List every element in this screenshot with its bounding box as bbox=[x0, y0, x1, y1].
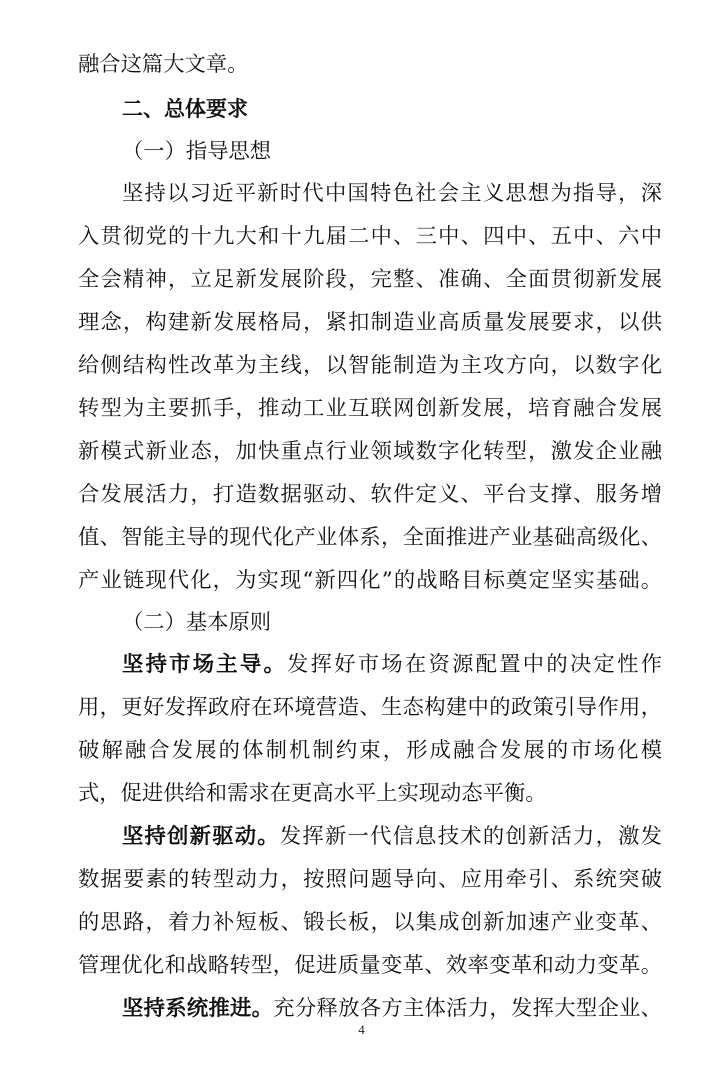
paragraph-line: 的思路，着力补短板、锻长板，以集成创新加速产业变革、 bbox=[78, 910, 662, 935]
principle-market-first-line bbox=[122, 643, 662, 687]
subsection-heading-guiding-ideology: （一）指导思想 bbox=[122, 139, 272, 164]
principle-innovation-lead: 坚持创新驱动。 bbox=[122, 824, 280, 849]
paragraph-line: 管理优化和战略转型，促进质量变革、效率变革和动力变革。 bbox=[78, 953, 662, 978]
carryover-line: 融合这篇大文章。 bbox=[78, 52, 249, 77]
paragraph-line: 理念，构建新发展格局，紧扣制造业高质量发展要求，以供 bbox=[78, 310, 662, 335]
principle-market-text: 发挥好市场在资源配置中的决定性作 bbox=[287, 652, 662, 677]
paragraph-line: 合发展活力，打造数据驱动、软件定义、平台支撑、服务增 bbox=[78, 482, 662, 507]
paragraph-line: 坚持以习近平新时代中国特色社会主义思想为指导，深 bbox=[122, 181, 662, 206]
paragraph-line: 给侧结构性改革为主线，以智能制造为主攻方向，以数字化 bbox=[78, 353, 662, 378]
paragraph-line: 值、智能主导的现代化产业体系，全面推进产业基础高级化、 bbox=[78, 525, 662, 550]
principle-innovation-first-line bbox=[122, 815, 662, 859]
principle-innovation-text: 发挥新一代信息技术的创新活力，激发 bbox=[279, 824, 662, 849]
principle-system-lead: 坚持系统推进。 bbox=[122, 996, 274, 1021]
paragraph-line: 新模式新业态，加快重点行业领域数字化转型，激发企业融 bbox=[78, 439, 662, 464]
subsection-heading-basic-principles: （二）基本原则 bbox=[122, 610, 272, 635]
paragraph-line: 转型为主要抓手，推动工业互联网创新发展，培育融合发展 bbox=[78, 396, 662, 421]
paragraph-line: 破解融合发展的体制机制约束，形成融合发展的市场化模 bbox=[78, 738, 662, 763]
principle-market-lead: 坚持市场主导。 bbox=[122, 652, 288, 677]
principle-system-text: 充分释放各方主体活力，发挥大型企业、 bbox=[273, 996, 662, 1021]
paragraph-line: 数据要素的转型动力，按照问题导向、应用牵引、系统突破 bbox=[78, 867, 662, 892]
paragraph-line: 用，更好发挥政府在环境营造、生态构建中的政策引导作用， bbox=[78, 695, 662, 720]
paragraph-line: 产业链现代化，为实现“新四化”的战略目标奠定坚实基础。 bbox=[78, 568, 662, 593]
page-number: 4 bbox=[358, 1022, 365, 1037]
paragraph-line: 全会精神，立足新发展阶段，完整、准确、全面贯彻新发展 bbox=[78, 267, 662, 292]
paragraph-line: 入贯彻党的十九大和十九届二中、三中、四中、五中、六中 bbox=[78, 224, 662, 249]
paragraph-line: 式，促进供给和需求在更高水平上实现动态平衡。 bbox=[78, 781, 547, 806]
section-heading: 二、总体要求 bbox=[122, 97, 248, 121]
